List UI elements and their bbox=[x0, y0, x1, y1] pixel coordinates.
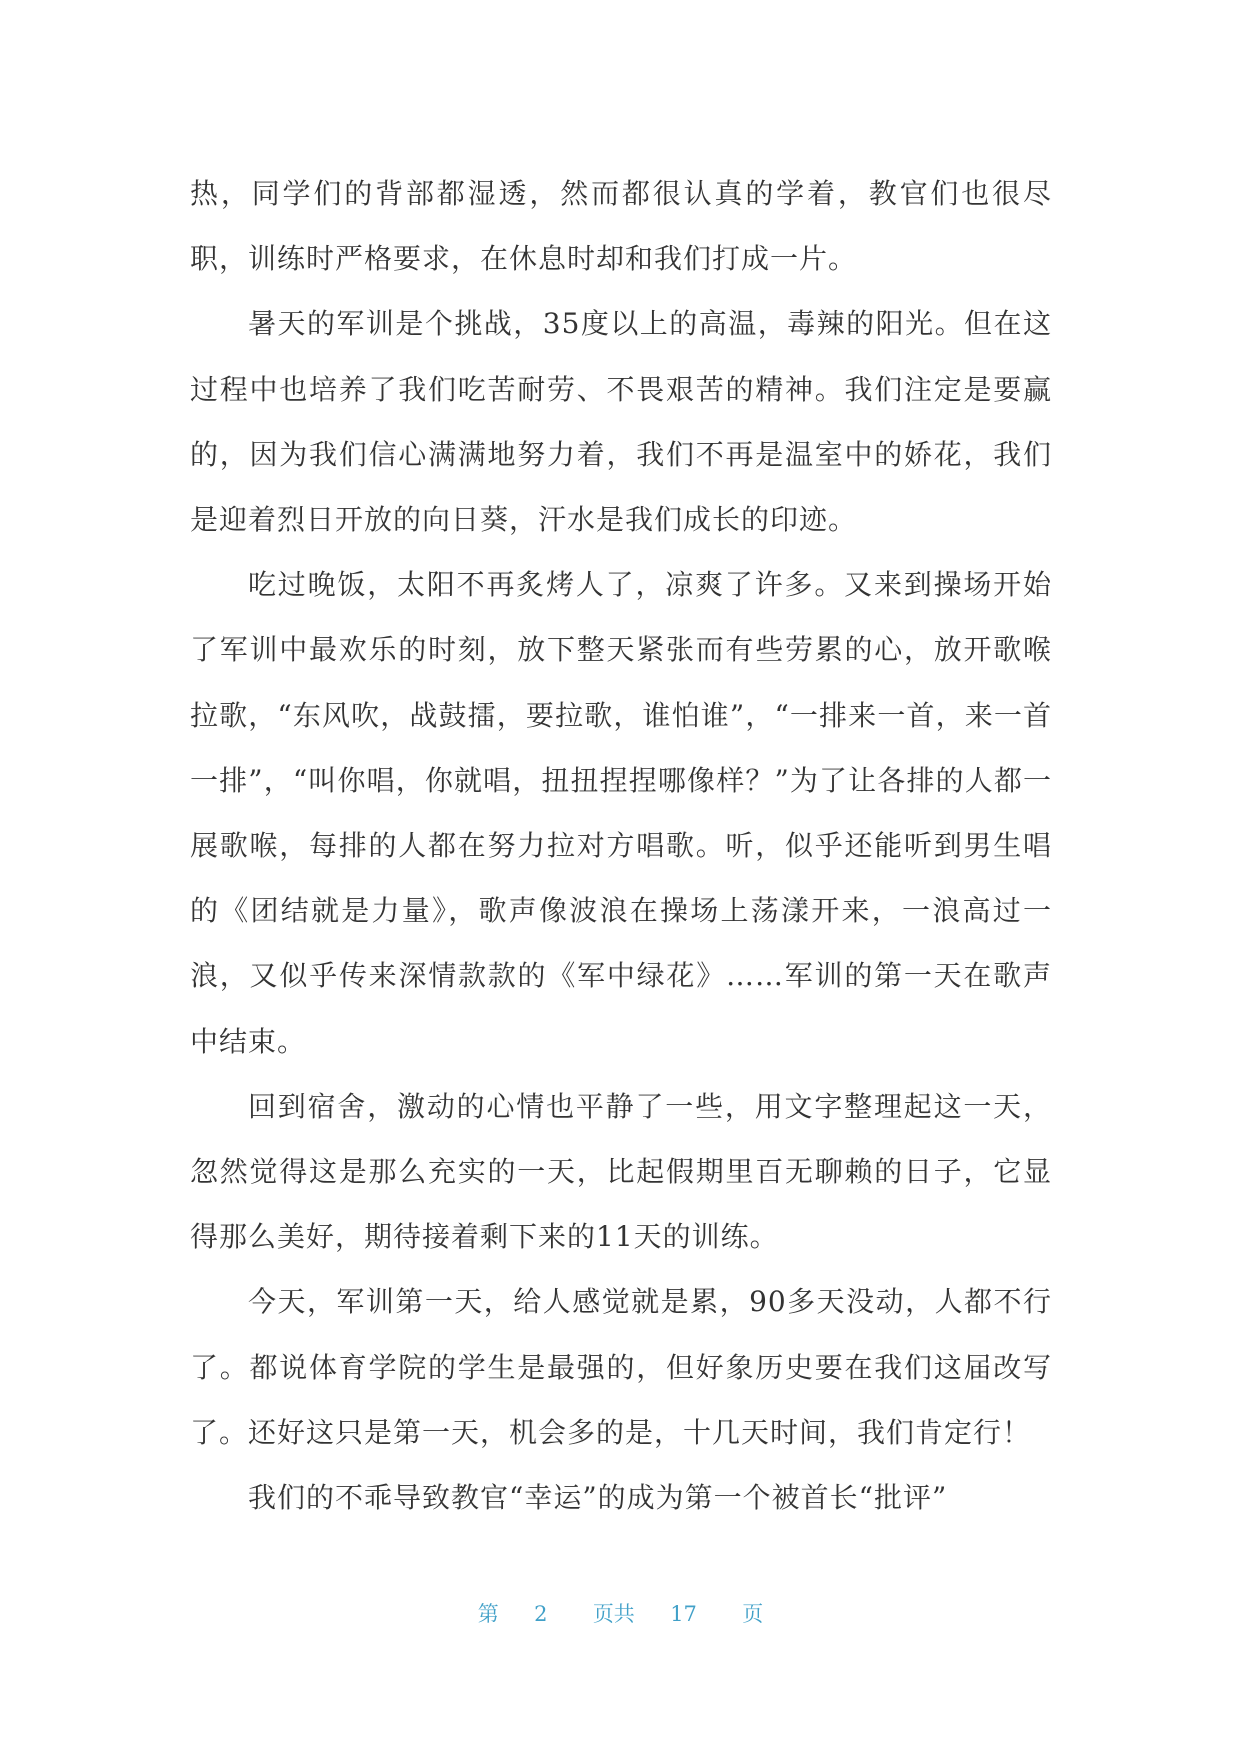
paragraph-1: 热，同学们的背部都湿透，然而都很认真的学着，教官们也很尽职，训练时严格要求，在休息时却和我们打成一片。 bbox=[190, 177, 1052, 276]
footer-prefix: 第 bbox=[477, 1602, 499, 1626]
footer-middle: 页共 bbox=[592, 1602, 635, 1626]
footer-suffix: 页 bbox=[742, 1602, 764, 1626]
body-text bbox=[190, 161, 1052, 1530]
footer-current-page: 2 bbox=[534, 1602, 548, 1626]
paragraph-6: 我们的不乖导致教官“幸运”的成为第一个被首长“批评” bbox=[248, 1481, 948, 1515]
paragraph-2: 暑天的军训是个挑战，35度以上的高温，毒辣的阳光。但在这过程中也培养了我们吃苦耐劳、不畏艰苦的精神。我们注定是要赢的，因为我们信心满满地努力着，我们不再是温室中的娇花，我们是迎着烈日开放的向日葵，汗水是我们成长的印迹。 bbox=[190, 307, 1052, 537]
paragraph-3: 吃过晚饭，太阳不再炙烤人了，凉爽了许多。又来到操场开始了军训中最欢乐的时刻，放下整天紧张而有些劳累的心，放开歌喉拉歌，“东风吹，战鼓擂，要拉歌，谁怕谁”，“一排来一首，来一首一排”，“叫你唱，你就唱，扭扭捏捏哪像样？”为了让各排的人都一展歌喉，每排的人都在努力拉对方唱歌。听，似乎还能听到男生唱的《团结就是力量》，歌声像波浪在操场上荡漾开来，一浪高过一浪，又似乎传来深情款款的《军中绿花》……军训的第一天在歌声中结束。 bbox=[190, 568, 1052, 1058]
paragraph-5: 今天，军训第一天，给人感觉就是累，90多天没动，人都不行了。都说体育学院的学生是最强的，但好象历史要在我们这届改写了。还好这只是第一天，机会多的是，十几天时间，我们肯定行！ bbox=[190, 1285, 1052, 1449]
footer-total-pages: 17 bbox=[670, 1602, 697, 1626]
paragraph-4: 回到宿舍，激动的心情也平静了一些，用文字整理起这一天，忽然觉得这是那么充实的一天，比起假期里百无聊赖的日子，它显得那么美好，期待接着剩下来的11天的训练。 bbox=[190, 1089, 1052, 1254]
page-footer bbox=[0, 1598, 1241, 1628]
